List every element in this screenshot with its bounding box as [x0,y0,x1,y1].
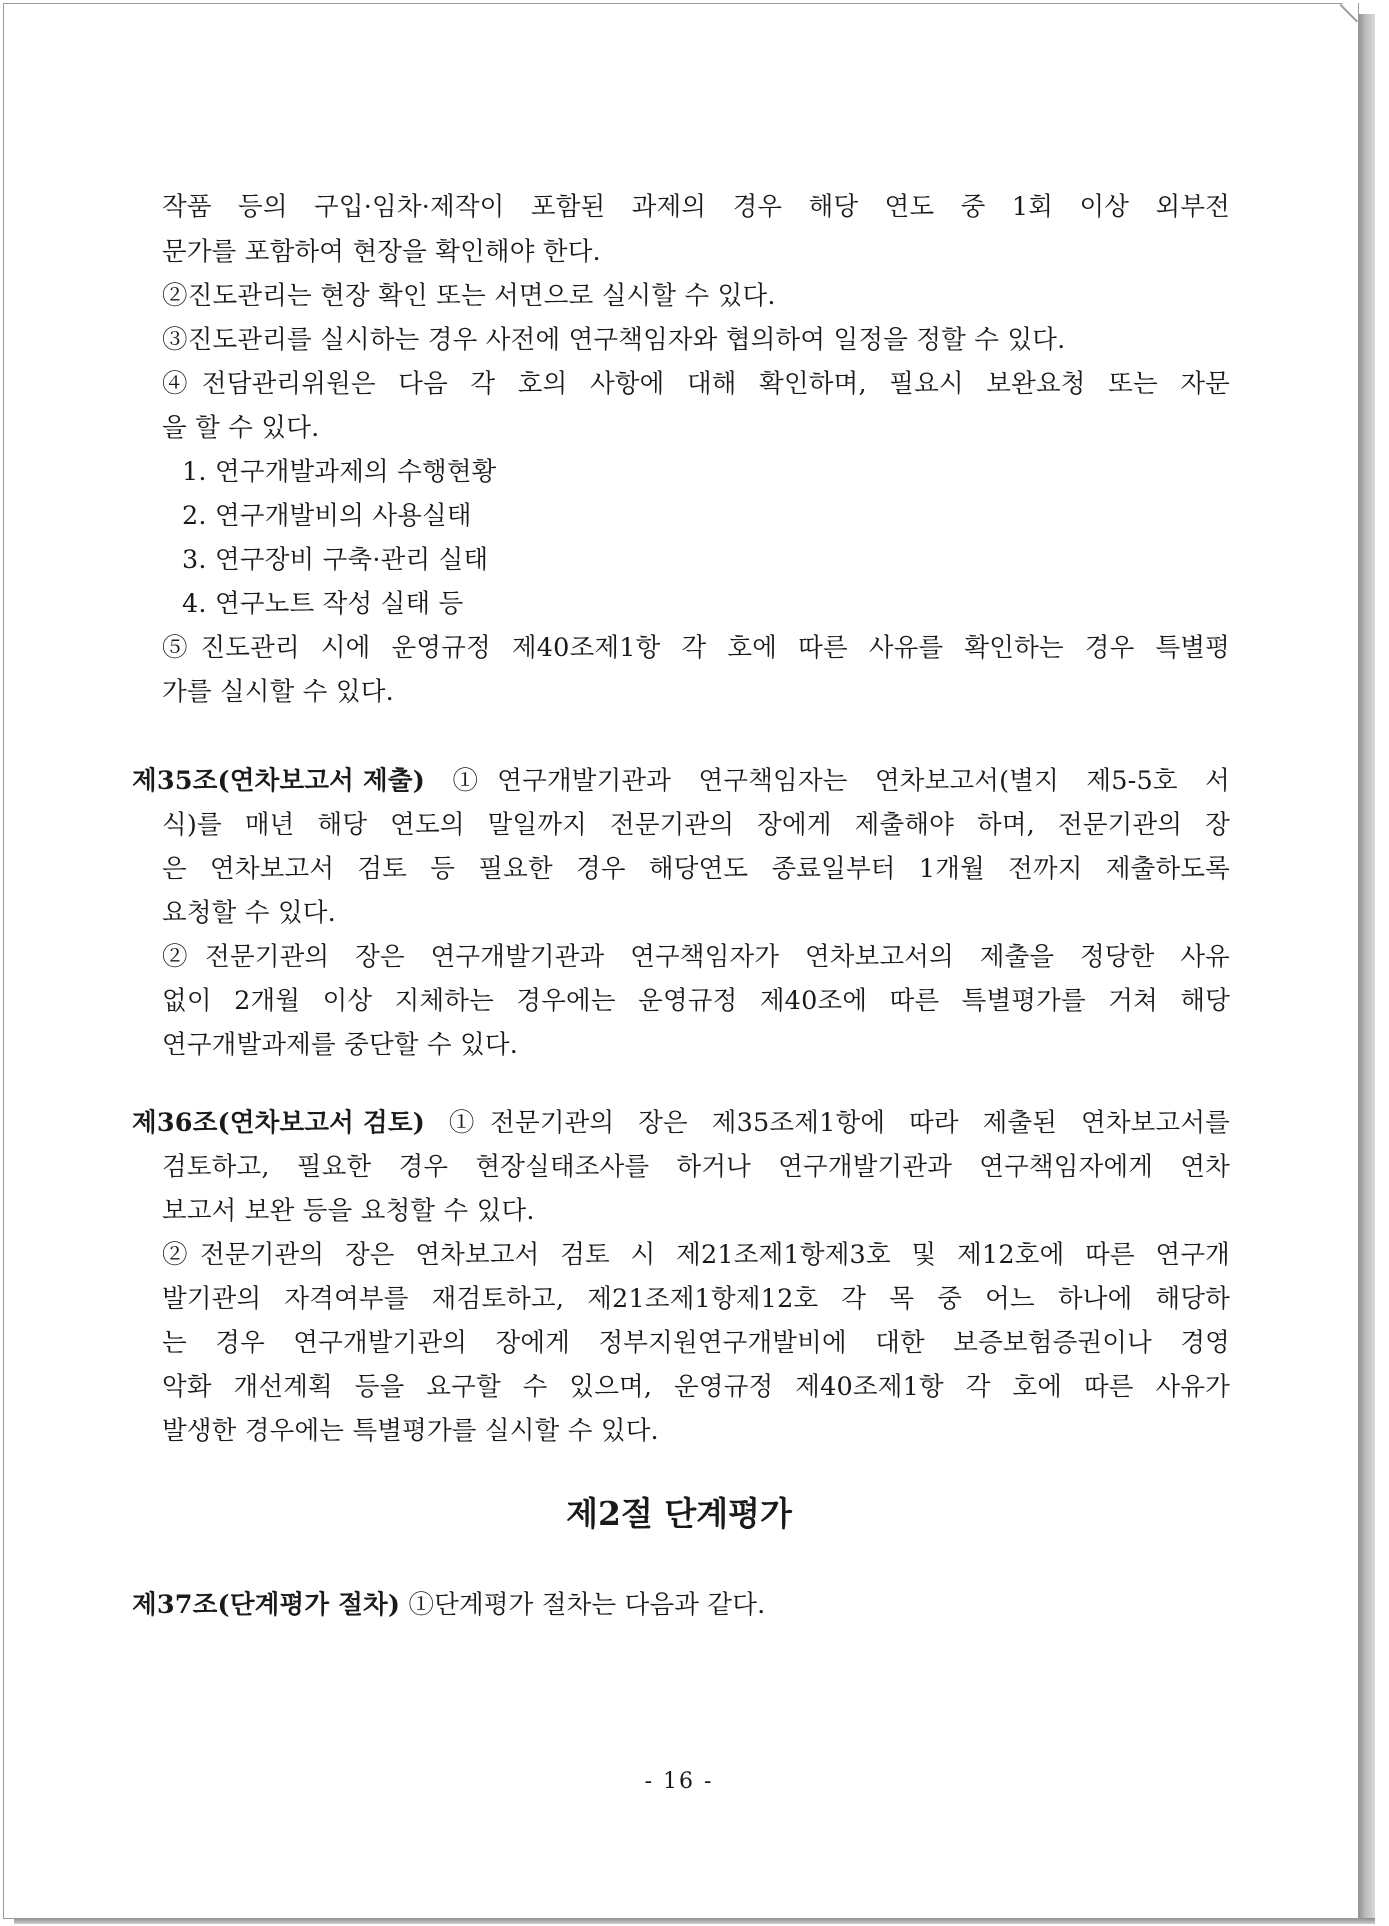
article-37-heading: 제37조(단계평가 절차) [132,1590,401,1620]
paragraph-line: ②진도관리는 현장 확인 또는 서면으로 실시할 수 있다. [162,281,776,311]
list-item: 3. 연구장비 구축·관리 실태 [182,545,489,575]
paragraph-line: 는 경우 연구개발기관의 장에게 정부지원연구개발비에 대한 보증보험증권이나 경영 [162,1328,1230,1358]
paragraph-line: ③진도관리를 실시하는 경우 사전에 연구책임자와 협의하여 일정을 정할 수 있다. [162,325,1066,355]
paragraph-line: 문가를 포함하여 현장을 확인해야 한다. [162,237,601,267]
paragraph-line: 을 할 수 있다. [162,413,320,443]
section-title: 제2절 단계평가 [566,1494,792,1533]
paragraph-line: 연구개발과제를 중단할 수 있다. [162,1030,519,1060]
paragraph-line: 요청할 수 있다. [162,898,336,928]
paragraph-line: 발기관의 자격여부를 재검토하고, 제21조제1항제12호 각 목 중 어느 하나에 해당하 [162,1284,1230,1314]
paragraph-line: 식)를 매년 해당 연도의 말일까지 전문기관의 장에게 제출해야 하며, 전문기관의 장 [162,810,1230,840]
article-36-text: ①전문기관의 장은 제35조제1항에 따라 제출된 연차보고서를 [425,1108,1230,1138]
list-item: 4. 연구노트 작성 실태 등 [182,589,464,619]
article-37-line-1 [132,1588,765,1622]
paragraph-line: 보고서 보완 등을 요청할 수 있다. [162,1196,535,1226]
paragraph-line: ④전담관리위원은 다음 각 호의 사항에 대해 확인하며, 필요시 보완요청 또는 자문 [162,369,1230,399]
paragraph-line: 검토하고, 필요한 경우 현장실태조사를 하거나 연구개발기관과 연구책임자에게 연차 [162,1152,1230,1182]
page-corner-fold [1342,3,1358,19]
paragraph-line: 없이 2개월 이상 지체하는 경우에는 운영규정 제40조에 따른 특별평가를 거쳐 해당 [162,986,1230,1016]
paragraph-line: ②전문기관의 장은 연차보고서 검토 시 제21조제1항제3호 및 제12호에 따른 연구개 [162,1240,1230,1270]
article-35-text: ①연구개발기관과 연구책임자는 연차보고서(별지 제5-5호 서 [425,766,1230,796]
page-shadow-right [1358,14,1375,1922]
list-item: 2. 연구개발비의 사용실태 [182,501,472,531]
article-37-text: ①단계평가 절차는 다음과 같다. [400,1590,766,1620]
article-36-heading: 제36조(연차보고서 검토) [132,1108,425,1138]
paragraph-line: 작품 등의 구입·임차·제작이 포함된 과제의 경우 해당 연도 중 1회 이상 외부전 [162,192,1230,222]
list-item: 1. 연구개발과제의 수행현황 [182,457,497,487]
article-35-line-1 [132,764,1230,798]
article-35-heading: 제35조(연차보고서 제출) [132,766,425,796]
paragraph-line: 은 연차보고서 검토 등 필요한 경우 해당연도 종료일부터 1개월 전까지 제출하도록 [162,854,1230,884]
paragraph-line: 가를 실시할 수 있다. [162,677,394,707]
paragraph-line: ②전문기관의 장은 연구개발기관과 연구책임자가 연차보고서의 제출을 정당한 사유 [162,942,1230,972]
article-36-line-1 [132,1106,1230,1140]
paragraph-line: ⑤진도관리 시에 운영규정 제40조제1항 각 호에 따른 사유를 확인하는 경우 특별평 [162,633,1230,663]
paragraph-line: 발생한 경우에는 특별평가를 실시할 수 있다. [162,1416,659,1446]
paragraph-line: 악화 개선계획 등을 요구할 수 있으며, 운영규정 제40조제1항 각 호에 따른 사유가 [162,1372,1230,1402]
page-number: - 16 - [644,1769,714,1794]
